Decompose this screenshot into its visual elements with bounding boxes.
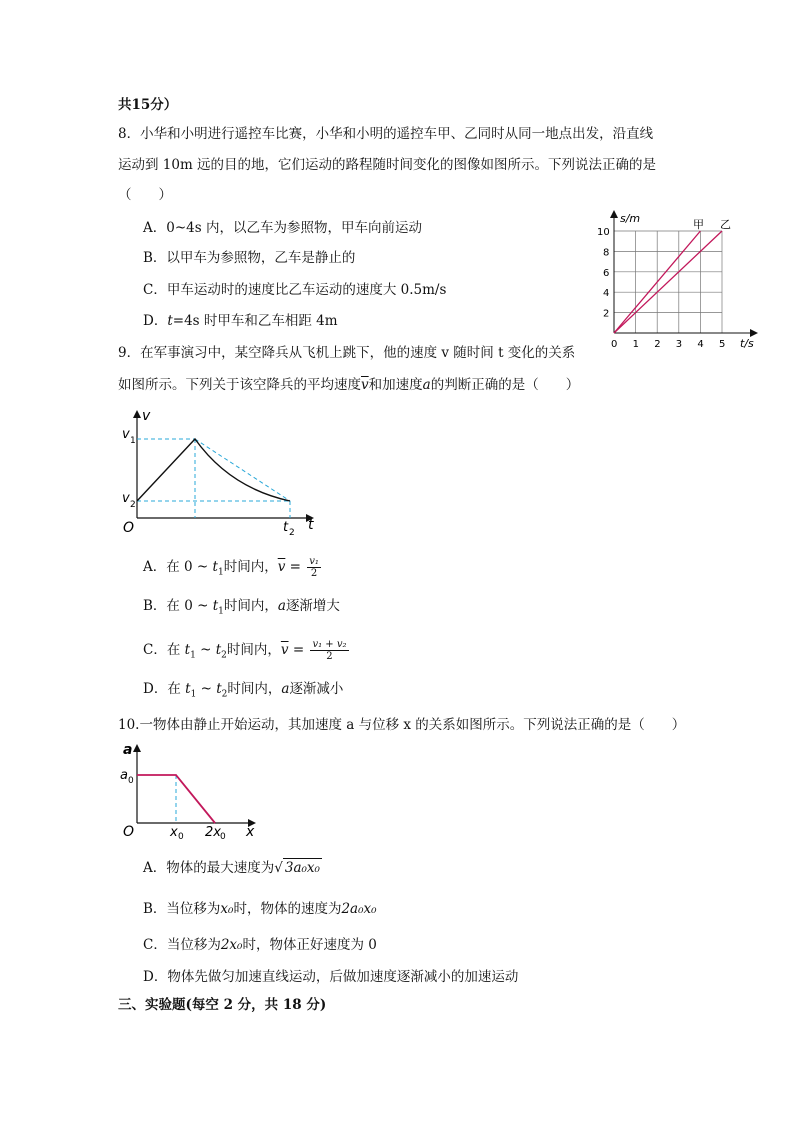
option-text: 甲车运动时的速度比乙车运动的速度大 0.5m/s [166,282,447,298]
option-pre: 在 [166,642,185,658]
option-t: t [185,681,191,697]
y-axis-label: v [142,408,151,424]
s-t-chart [590,208,770,354]
section-tail: 共15分） [118,97,178,113]
frac-num: v₁ + v₂ [312,639,347,650]
option-pre: 当位移为 [166,937,221,953]
y-axis-arrow [610,210,618,218]
q9-option-d[interactable] [143,680,343,704]
option-t: t [184,642,191,658]
option-tsub: 1 [190,650,196,661]
origin-label: O [123,520,135,536]
option-key: C． [143,937,167,953]
option-post: 时间内， [227,681,282,697]
series-line-乙 [614,231,722,333]
series-label-yi: 乙 [720,218,731,231]
option-eq: = [288,642,309,658]
option-tail: 逐渐减小 [289,681,344,697]
option-key: A． [143,860,167,876]
option-key: B． [143,598,167,614]
sqrt-sign: √ [274,860,283,876]
option-post: 时间内， [226,642,281,658]
option-pre: 当位移为 [166,901,221,917]
q9-line2-pre: 如图所示。下列关于该空降兵的平均速度 [118,377,361,393]
option-t: t [212,598,219,614]
option-vbar: $\overline{v}$ [277,559,286,575]
section3-heading: 三、实验题(每空 2 分，共 18 分) [118,997,327,1013]
y-tick-label: 10 [597,227,610,238]
q8-option-c[interactable] [143,281,446,299]
option-key: D． [143,681,168,697]
x-axis-label: t/s [740,337,754,350]
option-t2sub: 2 [221,689,228,700]
x-tick-label: 4 [697,339,704,350]
option-x: 2x₀ [220,937,243,953]
q9-line2 [118,376,579,394]
option-mid: ~ [195,642,216,658]
option-pre: 在 [167,681,186,697]
t2-sub: 2 [289,528,295,536]
option-pre: 在 0 ~ [166,559,213,575]
option-tsub: 1 [190,689,197,700]
q8-option-d[interactable] [143,312,338,330]
option-key: B． [143,901,167,917]
option-post: 时，物体正好速度为 0 [242,937,377,953]
fraction [310,639,348,662]
option-key: C． [143,282,167,298]
option-text: 0~4s 内，以乙车为参照物，甲车向前运动 [166,220,422,236]
y-tick-label: 6 [603,267,610,279]
x-axis-label: x [246,824,255,840]
x-tick-label: 0 [611,339,618,350]
frac-den: 2 [310,568,318,579]
x0-sub: 0 [178,832,184,842]
a0-sub: 0 [128,776,134,786]
q9-line2-mid: 和加速度 [368,377,423,393]
x-tick-label: 5 [719,339,726,350]
origin-label: O [123,824,135,840]
option-pre: 在 0 ~ [166,598,213,614]
x2-sub: 0 [220,832,226,842]
q8-line1: 8．小华和小明进行遥控车比赛，小华和小明的遥控车甲、乙同时从同一地点出发，沿直线 [118,126,654,142]
option-post: 时间内， [223,559,278,575]
option-key: D． [143,313,168,329]
t2-label: t [283,520,289,535]
option-eq: = [285,559,306,575]
frac-den: 2 [326,651,333,662]
s-t-lines [614,231,722,333]
option-a: a [281,681,290,697]
option-key: A． [143,559,167,575]
y-axis-arrow [133,410,141,418]
v1-label: v [122,427,130,442]
option-tsub: 1 [218,606,224,617]
v-t-curve [137,439,290,501]
q9-option-c[interactable] [143,639,351,665]
option-key: C． [143,642,167,658]
q9-a: a [422,377,431,393]
option-key: D． [143,969,168,985]
q9-option-b[interactable] [143,597,340,621]
q10-option-d[interactable] [143,968,518,986]
q9-line2-post: 的判断正确的是（ ） [430,377,580,393]
q9-option-a[interactable] [143,556,323,582]
q9-line1: 9．在军事演习中，某空降兵从飞机上跳下，他的速度 v 随时间 t 变化的关系 [118,345,576,361]
option-key: B． [143,250,167,266]
y-tick-label: 8 [603,247,610,259]
chord-dash [195,439,290,501]
option-tsub: 1 [217,567,224,578]
x-tick-label: 1 [632,339,639,350]
v2-label: v [122,491,130,506]
v-t-chart [118,408,328,536]
option-math: 3a₀x₀ [284,860,320,876]
y-tick-label: 4 [603,288,610,300]
option-a: a [277,598,286,614]
q8-paren: （ ） [118,187,172,203]
frac-num: v₁ [309,556,319,567]
q10-option-b[interactable] [143,900,377,918]
q8-line2: 运动到 10m 远的目的地，它们运动的路程随时间变化的图像如图所示。下列说法正确的是 [118,157,657,173]
fraction [307,556,321,579]
option-t2sub: 2 [221,650,227,661]
x-axis-arrow [750,329,758,337]
option-var: t [167,313,173,329]
option-text: 物体先做匀加速直线运动，后做加速度逐渐减小的加速运动 [167,969,519,985]
option-post: 时，物体的速度为 [233,901,342,917]
a0-label: a [120,768,128,783]
option-vbar: $\overline{v}$ [280,642,289,658]
q10-option-c[interactable] [143,936,377,954]
option-x: x₀ [220,901,234,917]
x-axis-label: t [308,517,314,533]
q10-line1: 10.一物体由静止开始运动，其加速度 a 与位移 x 的关系如图所示。下列说法正确的是（ ） [118,717,686,733]
option-key: A． [143,220,167,236]
option-post: 时间内， [223,598,278,614]
v1-sub: 1 [130,436,136,446]
q10-option-a[interactable] [143,858,322,877]
option-mid: ~ [196,681,217,697]
series-label-jia: 甲 [693,218,704,231]
option-text: 物体的最大速度为 [166,860,275,876]
option-text: 以甲车为参照物，乙车是静止的 [166,250,356,266]
y-tick-label: 2 [603,308,610,320]
option-t: t [212,559,218,575]
option-math: 2a₀x₀ [341,901,377,917]
x2-label: 2x [205,825,221,840]
a-x-chart [118,740,268,842]
q8-option-b[interactable] [143,249,355,267]
x-tick-label: 2 [654,339,661,350]
option-t2: t [215,642,222,658]
v2-sub: 2 [130,500,136,510]
option-text: =4s 时甲车和乙车相距 4m [172,313,338,329]
x0-label: x [170,825,178,840]
option-t2: t [216,681,222,697]
option-tail: 逐渐增大 [285,598,340,614]
y-axis-label: s/m [620,212,641,225]
y-axis-arrow [133,744,141,752]
q9-vbar: $\overline{v}$ [361,377,369,393]
x-tick-label: 3 [675,339,683,350]
y-axis-label: a [123,742,133,758]
q8-option-a[interactable] [143,219,422,237]
